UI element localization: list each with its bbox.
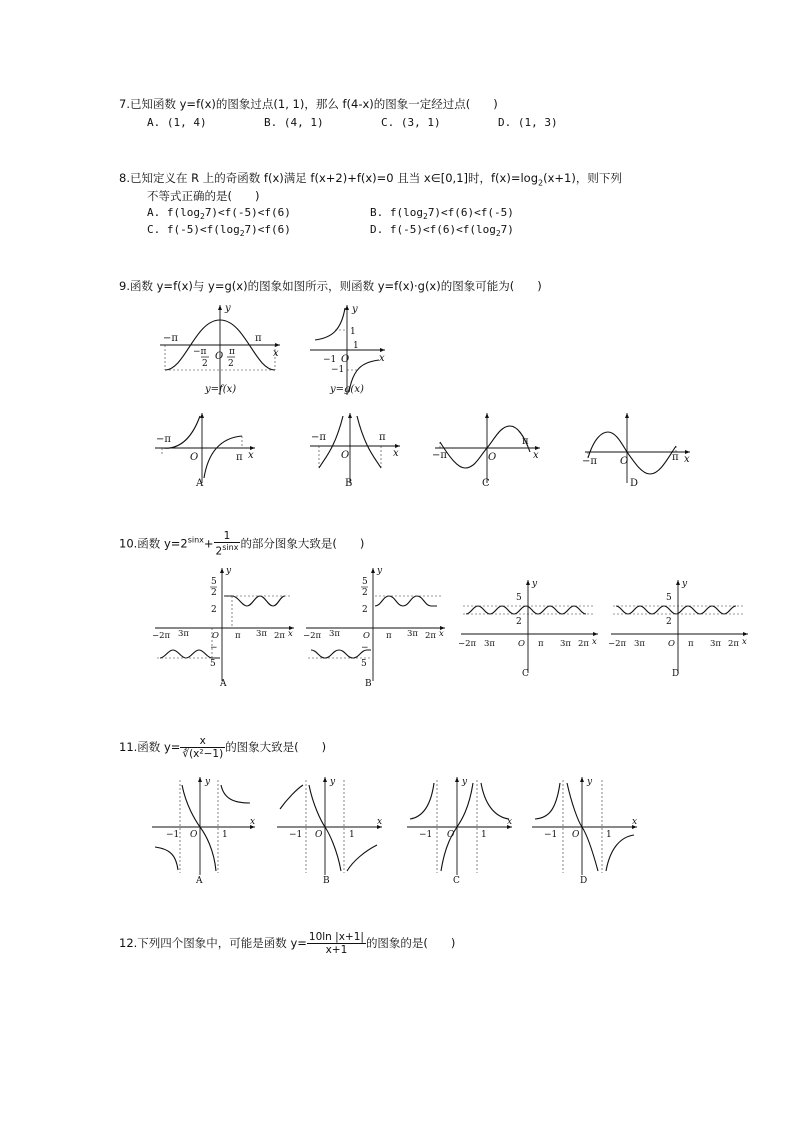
svg-text:−1: −1: [331, 365, 345, 375]
q10-choice-a[interactable]: [152, 566, 302, 689]
svg-text:y: y: [226, 566, 232, 576]
svg-text:3π: 3π: [329, 629, 340, 639]
svg-text:x: x: [684, 454, 690, 465]
q11-stem: 11.函数 y= $\frac{x}{\text{∛(x²−1)}}$ 的图象大致是( ): [119, 735, 327, 760]
svg-text:−2π: −2π: [458, 639, 477, 649]
svg-text:1: 1: [349, 830, 355, 840]
svg-text:O: O: [488, 452, 497, 463]
svg-text:y=g(x): y=g(x): [330, 384, 364, 395]
q9-choice-a[interactable]: [150, 408, 260, 488]
q11-choice-a[interactable]: [150, 775, 260, 885]
svg-text:x: x: [250, 817, 256, 827]
q8-option-c: C. $f(-5)<f(\log_27)<f(6)$: [147, 223, 291, 239]
svg-text:B: B: [365, 679, 372, 689]
q9-choice-c[interactable]: [430, 408, 545, 488]
svg-text:2: 2: [228, 359, 234, 369]
svg-text:π: π: [229, 347, 235, 357]
svg-text:1: 1: [606, 830, 612, 840]
svg-text:5: 5: [210, 659, 216, 669]
q9-figure-g: [305, 300, 390, 400]
q11-choice-d[interactable]: [530, 775, 642, 885]
svg-text:A: A: [196, 478, 204, 489]
svg-text:y: y: [377, 566, 383, 576]
svg-text:x: x: [379, 353, 385, 364]
svg-text:−π: −π: [163, 333, 178, 344]
svg-text:y=f(x): y=f(x): [205, 384, 237, 395]
q8-option-a: A. $f(\log_27)<f(-5)<f(6)$: [147, 206, 291, 222]
svg-text:B: B: [345, 478, 353, 489]
svg-text:−π: −π: [582, 456, 597, 467]
svg-text:O: O: [620, 456, 629, 467]
svg-text:π: π: [386, 631, 392, 641]
svg-text:D: D: [630, 478, 639, 489]
svg-text:O: O: [215, 351, 224, 362]
svg-text:2: 2: [362, 588, 368, 598]
svg-text:π: π: [235, 631, 241, 641]
svg-text:−π: −π: [311, 432, 326, 443]
q10-choice-c[interactable]: [458, 578, 603, 678]
svg-text:3π: 3π: [407, 629, 418, 639]
svg-text:x: x: [288, 629, 293, 639]
svg-text:B: B: [323, 876, 330, 886]
svg-text:−1: −1: [419, 830, 433, 840]
svg-text:1: 1: [222, 830, 228, 840]
svg-text:3π: 3π: [178, 629, 189, 639]
svg-text:−2π: −2π: [608, 639, 627, 649]
svg-text:3π: 3π: [560, 639, 571, 649]
svg-text:−π: −π: [156, 434, 171, 445]
svg-text:x: x: [439, 629, 444, 639]
svg-text:1: 1: [350, 327, 356, 337]
q11-choice-c[interactable]: [405, 775, 517, 885]
svg-text:5: 5: [361, 659, 367, 669]
svg-text:−1: −1: [544, 830, 558, 840]
svg-text:5: 5: [362, 577, 368, 587]
svg-text:−1: −1: [289, 830, 303, 840]
q9-choice-b[interactable]: [305, 408, 405, 488]
svg-text:−: −: [361, 643, 369, 653]
svg-text:C: C: [453, 876, 460, 886]
q9-choice-d[interactable]: [580, 408, 695, 488]
svg-text:π: π: [255, 333, 262, 344]
svg-text:2: 2: [362, 605, 368, 615]
svg-text:O: O: [341, 450, 350, 461]
svg-text:O: O: [341, 354, 350, 365]
svg-text:1: 1: [481, 830, 487, 840]
svg-text:2π: 2π: [578, 639, 589, 649]
q7-option-a: A. (1, 4): [147, 116, 207, 129]
svg-text:1: 1: [353, 341, 359, 351]
svg-text:π: π: [538, 639, 544, 649]
svg-text:O: O: [212, 631, 219, 641]
q8-stem: 8.已知定义在 R 上的奇函数 f(x)满足 f(x+2)+f(x)=0 且当 x∈[0,1]时，$f(x)=\log_2(x+1)$，则下列: [119, 171, 622, 188]
svg-text:−: −: [210, 643, 218, 653]
svg-text:C: C: [522, 669, 529, 679]
svg-text:y: y: [532, 579, 538, 589]
svg-text:O: O: [668, 639, 675, 649]
q10-choice-b[interactable]: [303, 566, 453, 689]
svg-text:2: 2: [211, 605, 217, 615]
svg-text:−2π: −2π: [152, 631, 171, 641]
q10-choice-d[interactable]: [608, 578, 753, 678]
svg-text:x: x: [393, 448, 399, 459]
svg-text:O: O: [572, 830, 580, 840]
svg-text:5: 5: [666, 593, 672, 603]
svg-text:2: 2: [211, 588, 217, 598]
svg-text:2: 2: [516, 617, 522, 627]
q9-figure-f: [155, 300, 285, 400]
q7-option-d: D. (1, 3): [498, 116, 558, 129]
svg-text:x: x: [273, 348, 279, 359]
svg-text:3π: 3π: [634, 639, 645, 649]
q8-option-d: D. $f(-5)<f(6)<f(\log_27)$: [370, 223, 514, 239]
svg-text:3π: 3π: [256, 629, 267, 639]
svg-text:O: O: [518, 639, 525, 649]
q7-stem: 7.已知函数 y=f(x)的图象过点(1, 1)，那么 f(4-x)的图象一定经过点( ): [119, 97, 498, 111]
svg-text:O: O: [315, 830, 323, 840]
svg-text:D: D: [580, 876, 588, 886]
svg-text:O: O: [363, 631, 370, 641]
q8-option-b: B. $f(\log_27)<f(6)<f(-5)$: [370, 206, 514, 222]
q8-stem-line2: 不等式正确的是( ): [147, 189, 260, 203]
svg-text:−1: −1: [323, 355, 337, 365]
svg-text:5: 5: [211, 577, 217, 587]
svg-text:2π: 2π: [425, 631, 436, 641]
q11-choice-b[interactable]: [275, 775, 387, 885]
svg-text:D: D: [672, 669, 680, 679]
svg-text:x: x: [592, 637, 597, 647]
q10-stem: 10.函数 $y=2^{sinx}+$ $\frac{1}{2^{sinx}}$ 的部分图象大致是( ): [119, 530, 365, 557]
svg-text:y: y: [205, 777, 211, 787]
svg-text:π: π: [522, 436, 529, 447]
svg-text:x: x: [533, 450, 539, 461]
svg-text:x: x: [507, 817, 513, 827]
svg-text:x: x: [632, 817, 638, 827]
svg-text:y: y: [462, 777, 468, 787]
svg-text:y: y: [587, 777, 593, 787]
svg-text:y: y: [225, 303, 231, 314]
svg-text:3π: 3π: [484, 639, 495, 649]
svg-text:A: A: [220, 679, 227, 689]
svg-text:2π: 2π: [728, 639, 739, 649]
svg-text:−π: −π: [432, 450, 447, 461]
q9-stem: 9.函数 y=f(x)与 y=g(x)的图象如图所示，则函数 y=f(x)·g(x)的图象可能为( ): [119, 279, 542, 293]
svg-text:π: π: [236, 452, 243, 463]
svg-text:−2π: −2π: [303, 631, 322, 641]
svg-text:x: x: [377, 817, 383, 827]
svg-text:y: y: [330, 777, 336, 787]
svg-text:y: y: [352, 304, 358, 315]
svg-text:O: O: [447, 830, 455, 840]
svg-text:−π: −π: [193, 347, 207, 357]
svg-text:x: x: [742, 637, 747, 647]
svg-text:x: x: [248, 450, 254, 461]
svg-text:3π: 3π: [710, 639, 721, 649]
svg-text:5: 5: [516, 593, 522, 603]
q7-option-c: C. (3, 1): [381, 116, 441, 129]
q7-option-b: B. (4, 1): [264, 116, 324, 129]
svg-text:y: y: [682, 579, 688, 589]
svg-text:2: 2: [666, 617, 672, 627]
svg-text:π: π: [688, 639, 694, 649]
svg-text:2: 2: [202, 359, 208, 369]
svg-text:π: π: [672, 452, 679, 463]
svg-text:2π: 2π: [274, 631, 285, 641]
svg-text:π: π: [379, 432, 386, 443]
svg-text:−1: −1: [166, 830, 180, 840]
svg-text:O: O: [190, 452, 199, 463]
svg-text:A: A: [196, 876, 203, 886]
svg-text:C: C: [482, 478, 490, 489]
q12-stem: 12.下列四个图象中，可能是函数 y= $\frac{10\ln |x+1|}{x+1}$ 的图象的是( ): [119, 931, 456, 956]
svg-text:O: O: [190, 830, 198, 840]
